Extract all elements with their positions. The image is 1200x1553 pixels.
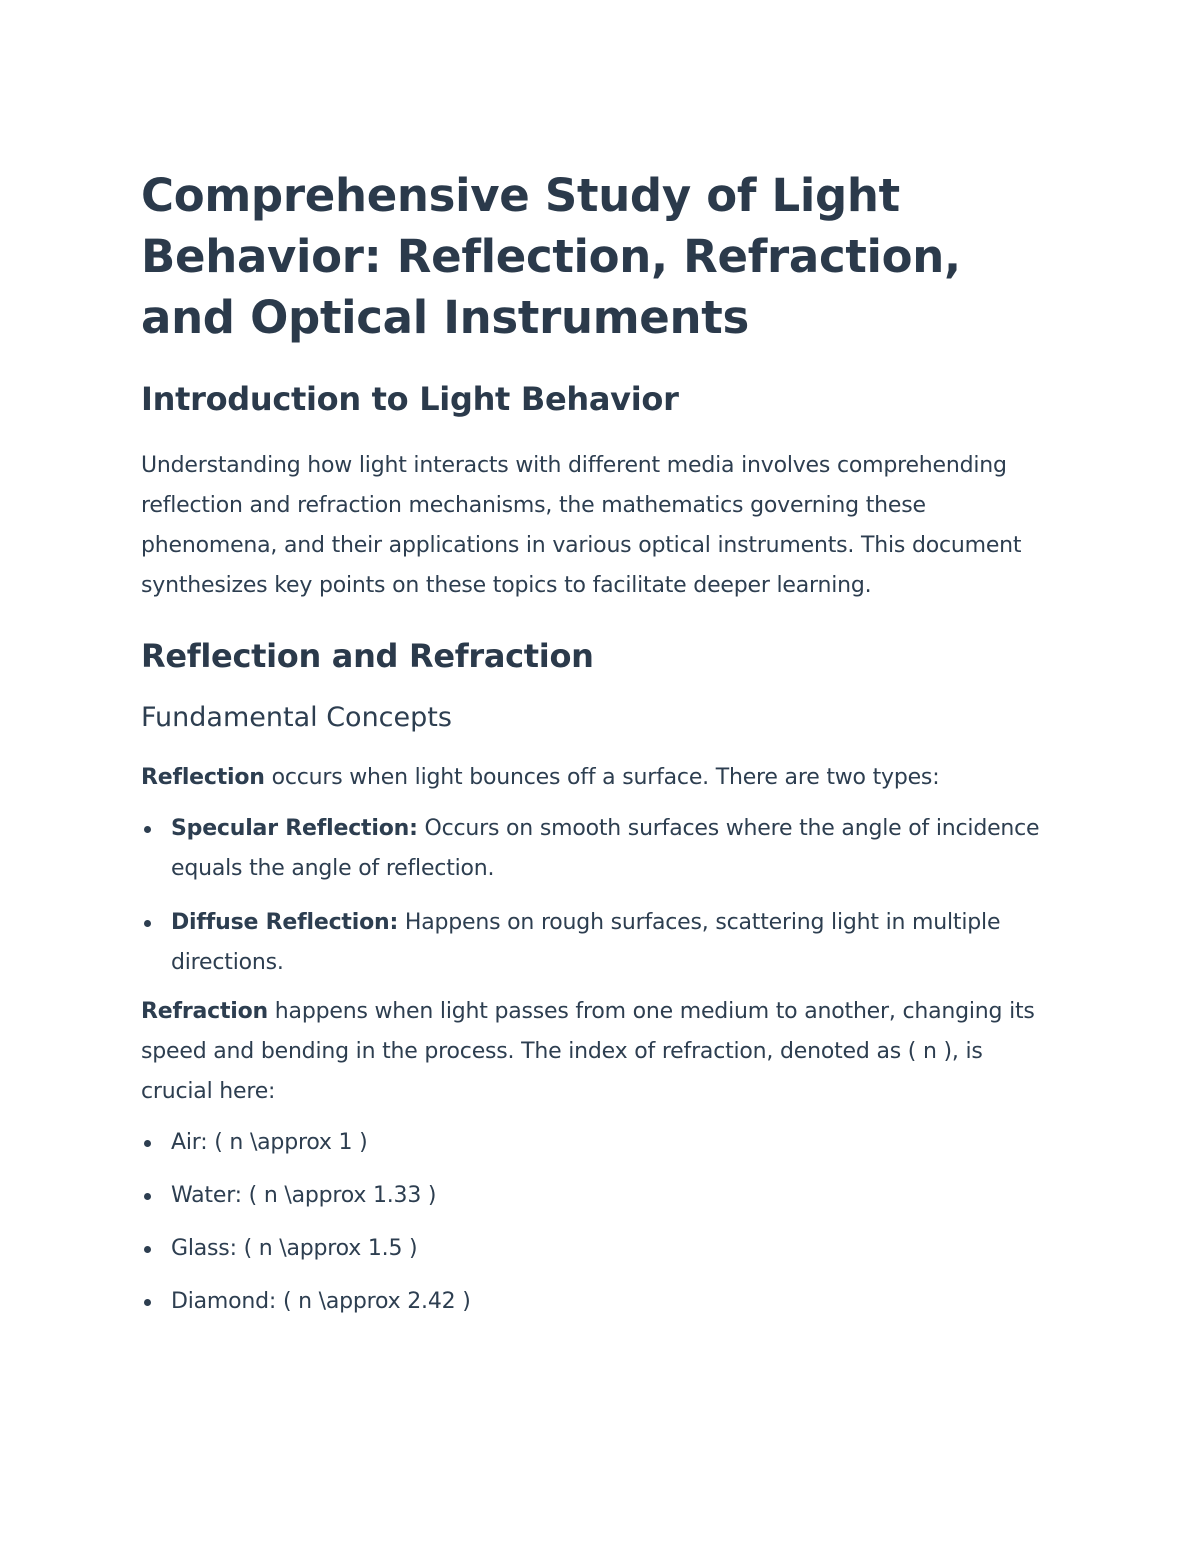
specular-reflection-text: Occurs on smooth surfaces where the angle of incidence equals the angle of reflection. [171, 816, 1040, 881]
subheading-fundamental-concepts: Fundamental Concepts [141, 702, 452, 733]
reflection-text: occurs when light bounces off a surface. There are two types: [264, 765, 940, 790]
list-item-air-index: Air: ( n \approx 1 ) [141, 1123, 1041, 1163]
list-item-diffuse-reflection [141, 903, 1041, 983]
document-title: Comprehensive Study of Light Behavior: Reflection, Refraction, and Optical Instruments [141, 169, 961, 344]
specular-reflection-term: Specular Reflection: [171, 816, 418, 841]
diffuse-reflection-term: Diffuse Reflection: [171, 910, 399, 935]
document-page [141, 165, 1041, 1335]
refraction-index-list [141, 1123, 1041, 1322]
list-item-water-index: Water: ( n \approx 1.33 ) [141, 1176, 1041, 1216]
reflection-types-list [141, 809, 1041, 983]
reflection-paragraph [141, 758, 1041, 798]
reflection-term: Reflection [141, 765, 265, 790]
refraction-text: happens when light passes from one medium to another, changing its speed and bending in the process. The index of refraction, denoted as ( n ), is crucial here: [141, 999, 1035, 1104]
section-heading-reflection-refraction: Reflection and Refraction [141, 637, 594, 675]
section-heading-introduction: Introduction to Light Behavior [141, 380, 679, 418]
refraction-term: Refraction [141, 999, 269, 1024]
list-item-diamond-index: Diamond: ( n \approx 2.42 ) [141, 1282, 1041, 1322]
introduction-paragraph: Understanding how light interacts with different media involves comprehending reflection and refraction mechanisms, the mathematics governing these phenomena, and their applications in various optical instruments. This document synthesizes key points on these topics to facilitate deeper learning. [141, 453, 1022, 598]
refraction-paragraph [141, 992, 1041, 1112]
list-item-glass-index: Glass: ( n \approx 1.5 ) [141, 1229, 1041, 1269]
diffuse-reflection-text: Happens on rough surfaces, scattering light in multiple directions. [171, 910, 1001, 975]
list-item-specular-reflection [141, 809, 1041, 889]
